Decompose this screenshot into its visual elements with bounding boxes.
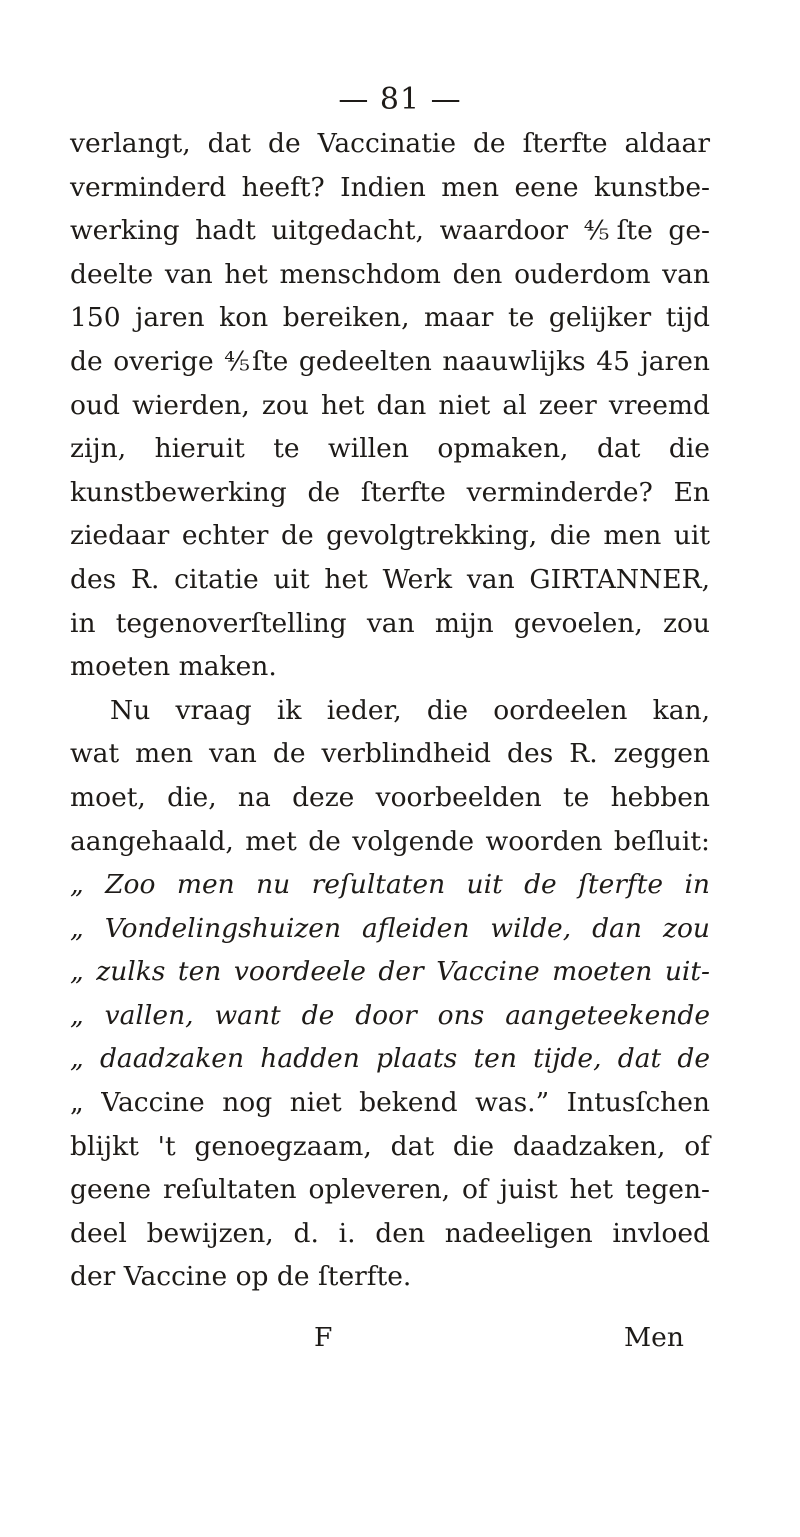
catchword: Men — [624, 1322, 684, 1353]
text-line: des R. citatie uit het Werk van GIRTANNER, — [70, 563, 710, 595]
text-line: Nu vraag ik ieder, die oordeelen kan, — [110, 694, 710, 726]
quote-line: „ Zoo men nu reſultaten uit de ſterfte in — [70, 869, 710, 901]
text-line: verlangt, dat de Vaccinatie de ſterfte aldaar — [70, 128, 710, 159]
page-body-text — [70, 122, 710, 1299]
text-line: „ Vaccine nog niet bekend was.” Intusſchen — [70, 1087, 710, 1119]
text-line: geene reſultaten opleveren, of juist het tegen- — [70, 1174, 710, 1206]
text-line: ziedaar echter de gevolgtrekking, die men uit — [70, 520, 710, 552]
text-line: werking hadt uitgedacht, waardoor ⅘ſte ge- — [70, 215, 710, 247]
text-line: moeten maken. — [70, 651, 277, 683]
text-line: zijn, hieruit te willen opmaken, dat die — [70, 433, 710, 465]
quote-line: „ zulks ten voordeele der Vaccine moeten uit- — [70, 956, 710, 988]
text-line: blijkt 't genoegzaam, dat die daadzaken, of — [70, 1130, 710, 1162]
text-line: aangehaald, met de volgende woorden beſluit: — [70, 825, 710, 857]
text-line: de overige ⅘ſte gedeelten naauwlijks 45 jaren — [70, 345, 710, 377]
text-line: in tegenoverſtelling van mijn gevoelen, zou — [70, 607, 710, 639]
page-number-header: — 81 — — [338, 82, 462, 117]
quote-line: „ vallen, want de door ons aangeteekende — [70, 999, 710, 1031]
text-line: deelte van het menschdom den ouderdom van — [70, 258, 710, 290]
text-line: der Vaccine op de ſterfte. — [70, 1261, 412, 1293]
quote-line: „ daadzaken hadden plaats ten tijde, dat de — [70, 1043, 710, 1075]
page-footer — [0, 1322, 800, 1366]
text-line: oud wierden, zou het dan niet al zeer vreemd — [70, 389, 710, 421]
signature-mark: F — [314, 1322, 333, 1353]
quote-line: „ Vondelingshuizen afleiden wilde, dan zou — [70, 912, 710, 944]
text-line: 150 jaren kon bereiken, maar te gelijker tijd — [70, 302, 710, 334]
text-line: moet, die, na deze voorbeelden te hebben — [70, 781, 710, 813]
text-line: wat men van de verblindheid des R. zeggen — [70, 738, 710, 770]
text-line: deel bewijzen, d. i. den nadeeligen invloed — [70, 1217, 710, 1249]
text-line: kunstbewerking de ſterfte verminderde? En — [70, 476, 710, 508]
text-line: verminderd heeft? Indien men eene kunstbe- — [70, 171, 710, 203]
